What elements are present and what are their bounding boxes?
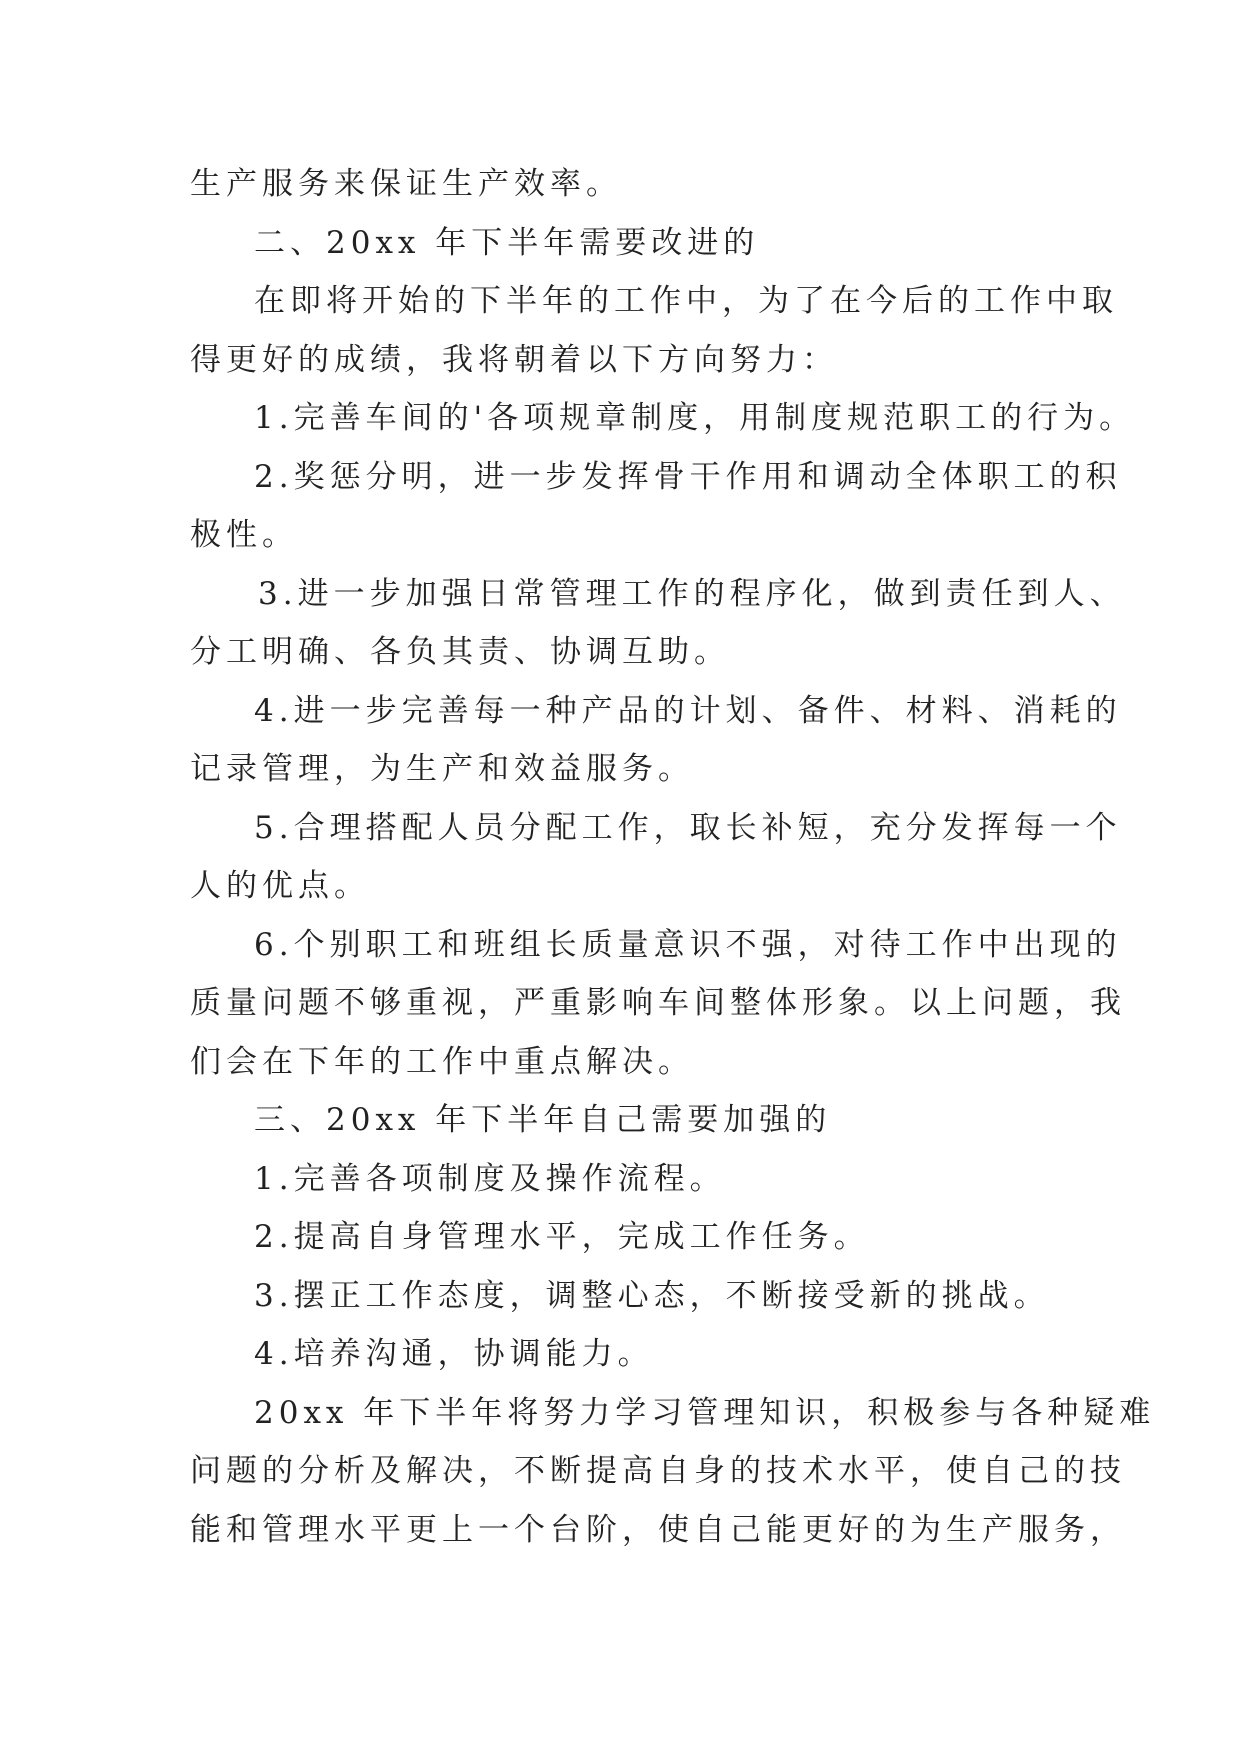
list-item: 5.合理搭配人员分配工作，取长补短，充分发挥每一个 (254, 809, 1122, 846)
list-item: 4.进一步完善每一种产品的计划、备件、材料、消耗的 (254, 692, 1122, 729)
text-line: 们会在下年的工作中重点解决。 (190, 1043, 694, 1080)
text-line: 生产服务来保证生产效率。 (190, 166, 622, 202)
text-line: 在即将开始的下半年的工作中，为了在今后的工作中取 (254, 283, 1118, 319)
list-item: 4.培养沟通，协调能力。 (254, 1336, 654, 1372)
text-line: 人的优点。 (190, 868, 370, 904)
list-item: 2.提高自身管理水平，完成工作任务。 (254, 1219, 870, 1255)
text-line: 质量问题不够重视，严重影响车间整体形象。以上问题，我 (190, 985, 1126, 1021)
list-item: 2.奖惩分明，进一步发挥骨干作用和调动全体职工的积 (254, 458, 1122, 495)
list-item: 1.完善车间的'各项规章制度，用制度规范职工的行为。 (254, 400, 1136, 436)
section-heading: 二、20xx 年下半年需要改进的 (254, 224, 760, 261)
document-body (190, 155, 1156, 1559)
text-line: 极性。 (190, 517, 298, 553)
text-line: 分工明确、各负其责、协调互助。 (190, 634, 730, 670)
text-line: 记录管理，为生产和效益服务。 (190, 751, 694, 787)
section-heading: 三、20xx 年下半年自己需要加强的 (254, 1102, 832, 1138)
text-line: 得更好的成绩，我将朝着以下方向努力： (190, 341, 838, 378)
list-item: 1.完善各项制度及操作流程。 (254, 1160, 726, 1197)
list-item: 6.个别职工和班组长质量意识不强，对待工作中出现的 (254, 926, 1122, 963)
list-item: 3.摆正工作态度，调整心态，不断接受新的挑战。 (254, 1277, 1050, 1314)
list-item: 3.进一步加强日常管理工作的程序化，做到责任到人、 (258, 575, 1126, 612)
text-line: 能和管理水平更上一个台阶，使自己能更好的为生产服务， (190, 1511, 1126, 1548)
text-line: 20xx 年下半年将努力学习管理知识，积极参与各种疑难 (254, 1394, 1156, 1431)
text-line: 问题的分析及解决，不断提高自身的技术水平，使自己的技 (190, 1453, 1126, 1489)
